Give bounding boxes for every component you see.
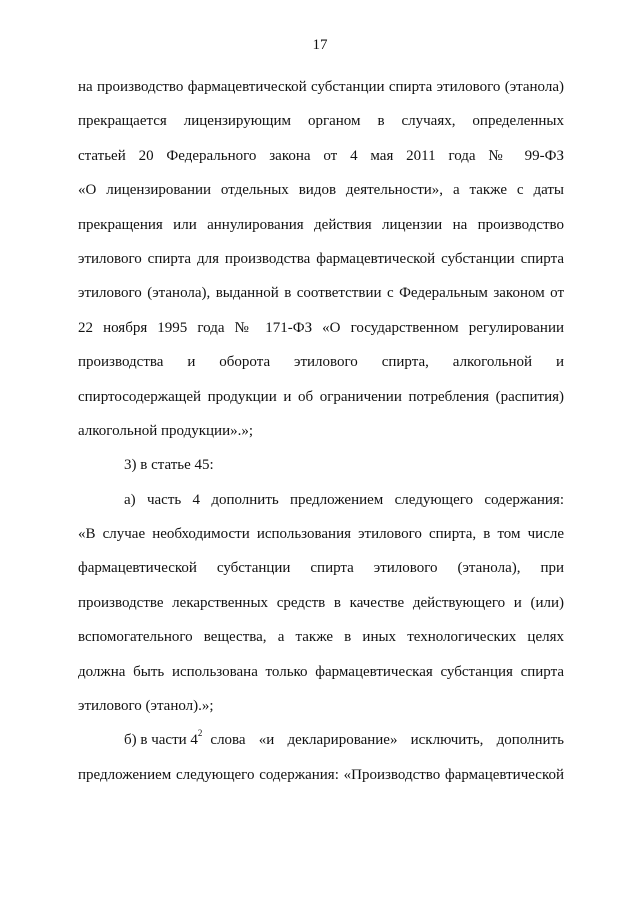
text-line: производстве лекарственных средств в качестве действующего и (или)	[78, 594, 564, 611]
text-line: статьей 20 Федерального закона от 4 мая 2011 года № 99-ФЗ	[78, 147, 564, 164]
text-line: а) часть 4 дополнить предложением следующего содержания:	[124, 491, 564, 508]
text-line	[78, 723, 564, 757]
text-line: этилового (этанола), выданной в соответствии с Федеральным законом от	[78, 285, 564, 302]
text-line: вспомогательного вещества, а также в иных технологических целях	[78, 629, 564, 646]
text-line: производства и оборота этилового спирта, алкогольной и	[78, 354, 564, 371]
text-line: алкогольной продукции».»;	[78, 422, 254, 439]
text-line: этилового спирта для производства фармацевтической субстанции спирта	[78, 250, 564, 267]
text-line: на производство фармацевтической субстанции спирта этилового (этанола)	[78, 79, 564, 95]
text-line: спиртосодержащей продукции и об ограничении потребления (распития)	[78, 388, 564, 405]
text-fragment: слова «и декларирование» исключить, дополнить	[210, 732, 564, 749]
text-line: «В случае необходимости использования этилового спирта, в том числе	[78, 526, 564, 543]
list-item-heading: 3) в статье 45:	[124, 457, 214, 474]
text-line: 22 ноября 1995 года № 171-ФЗ «О государственном регулировании	[78, 319, 564, 336]
text-fragment: б) в части $4^2$	[124, 728, 203, 749]
superscript: 2	[197, 728, 203, 739]
text-line: этилового (этанол).»;	[78, 698, 214, 715]
page-number: 17	[312, 37, 328, 53]
text-line: должна быть использована только фармацевтическая субстанция спирта	[78, 663, 564, 680]
text-line: прекращается лицензирующим органом в случаях, определенных	[78, 113, 564, 130]
text-line: предложением следующего содержания: «Производство фармацевтической	[78, 766, 564, 783]
text-line: «О лицензировании отдельных видов деятельности», а также с даты	[78, 182, 564, 199]
text-line: фармацевтической субстанции спирта этилового (этанола), при	[78, 560, 564, 577]
text-line: прекращения или аннулирования действия лицензии на производство	[78, 216, 564, 233]
document-body	[78, 70, 564, 792]
